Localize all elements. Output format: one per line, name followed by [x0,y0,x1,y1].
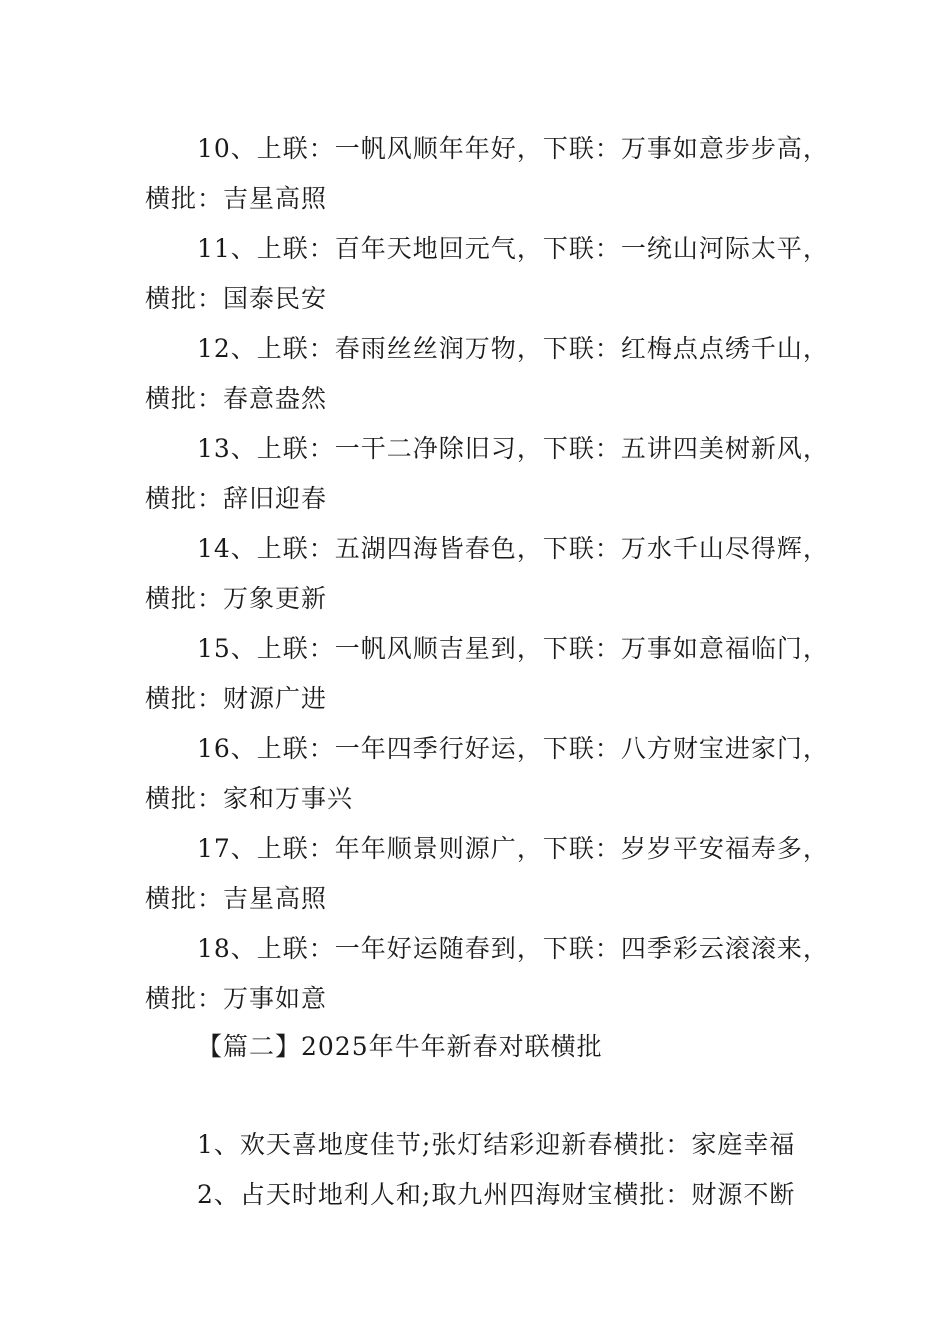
section-heading [145,1022,835,1072]
couplet-line: 15、上联：一帆风顺吉星到，下联：万事如意福临门， [197,634,829,663]
couplet-item [145,324,835,424]
couplet-item [145,224,835,324]
section2-item [145,1120,835,1170]
couplet-line: 16、上联：一年四季行好运，下联：八方财宝进家门， [197,734,829,763]
couplet-item [145,124,835,224]
couplet-item [145,824,835,924]
couplet-banner: 横批：家和万事兴 [145,784,354,813]
couplet-banner: 横批：万事如意 [145,984,328,1013]
section-title: 【篇二】2025年牛年新春对联横批 [197,1032,603,1061]
couplet-line: 18、上联：一年好运随春到，下联：四季彩云滚滚来， [197,934,829,963]
couplet-banner: 横批：万象更新 [145,584,328,613]
couplet-banner: 横批：国泰民安 [145,284,328,313]
couplet-item [145,924,835,1024]
section2-line: 2、占天时地利人和;取九州四海财宝横批：财源不断 [197,1180,796,1209]
couplet-item [145,724,835,824]
section2-item [145,1170,835,1220]
couplet-banner: 横批：吉星高照 [145,184,328,213]
couplet-item [145,524,835,624]
couplet-line: 11、上联：百年天地回元气，下联：一统山河际太平， [197,234,829,263]
couplet-line: 17、上联：年年顺景则源广，下联：岁岁平安福寿多， [197,834,829,863]
couplet-banner: 横批：辞旧迎春 [145,484,328,513]
couplet-banner: 横批：吉星高照 [145,884,328,913]
couplet-line: 10、上联：一帆风顺年年好，下联：万事如意步步高， [197,134,829,163]
couplet-banner: 横批：财源广进 [145,684,328,713]
couplet-line: 13、上联：一干二净除旧习，下联：五讲四美树新风， [197,434,829,463]
couplet-line: 14、上联：五湖四海皆春色，下联：万水千山尽得辉， [197,534,829,563]
couplet-line: 12、上联：春雨丝丝润万物，下联：红梅点点绣千山， [197,334,829,363]
couplet-item [145,624,835,724]
couplet-item [145,424,835,524]
couplet-banner: 横批：春意盎然 [145,384,328,413]
section2-line: 1、欢天喜地度佳节;张灯结彩迎新春横批：家庭幸福 [197,1130,796,1159]
